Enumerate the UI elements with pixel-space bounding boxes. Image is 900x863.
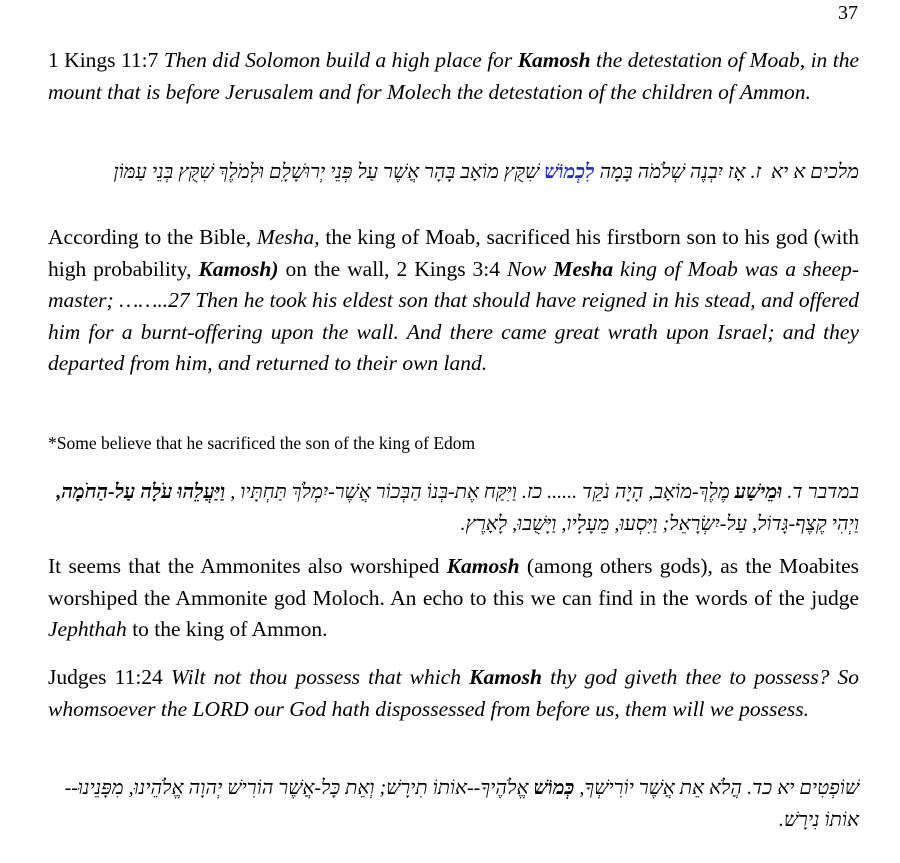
verse-ref: 1 Kings 11:7 <box>48 48 159 72</box>
hebrew-ref: מלכים א יא <box>771 161 859 183</box>
hebrew-text: כד. הֲלֹא אֵת אֲשֶׁר יוֹרִישְׁךָ, <box>579 777 773 799</box>
kamosh-name: Kamosh <box>517 48 591 72</box>
hebrew-1-kings-11-7 <box>48 157 859 189</box>
verse-text: king of Moab was a sheep-master; ……..27 Then he took his eldest son that should have reigned in his stead, and offered him for a burnt-offering upon the wall. And there came great wrath upon Israel; and they departed from him, and returned to their own land. <box>48 256 860 376</box>
paragraph-1-kings-11-7 <box>48 45 859 108</box>
hebrew-verse-number: ז. <box>750 161 762 183</box>
body-text: According to the Bible, <box>48 225 252 249</box>
kamosh-name: Kamosh <box>446 554 520 578</box>
body-text: , the king of Moab, sacrificed his firstborn son to his god (with high probability, <box>48 225 859 281</box>
hebrew-text: מֶלֶךְ-מוֹאָב, הָיָה נֹקֵד ...... כז. וַיִּקַּח אֶת-בְּנוֹ הַבְּכוֹר אֲשֶׁר-יִמְלֹךְ תַּחְתָּיו , <box>230 481 730 503</box>
hebrew-text: וַיְהִי קֶצֶף-גָּדוֹל, עַל-יִשְׂרָאֵל; וַיִּסְעוּ, מֵעָלָיו, וַיָּשֻׁבוּ, לָאָרֶץ. <box>460 512 859 535</box>
hebrew-text: אָז יִבְנֶה שְׁלֹמֹה בָּמָה <box>599 161 746 183</box>
mesha-name-bold: Mesha <box>553 256 614 281</box>
verse-text: Wilt not thou possess that which <box>170 665 462 689</box>
body-text: on the wall, 2 Kings 3:4 <box>285 256 500 281</box>
hebrew-ref: שׁוֹפְטִים יא <box>777 777 859 799</box>
mesha-name: Mesha <box>256 225 315 249</box>
hebrew-kamosh: לִכְמוֹשׁ <box>544 161 595 183</box>
hebrew-text: אֱלֹהֶיךָ--אוֹתוֹ תִירָשׁ; וְאֵת כָּל-אֲשֶׁר הוֹרִישׁ יְהוָה אֱלֹהֵינוּ, מִפָּנֵינוּ--אוֹתוֹ נִירָשׁ. <box>64 777 859 831</box>
hebrew-mesha: וּמֵישַׁע <box>734 481 783 503</box>
verse-text: Then did Solomon build a high place for <box>163 48 513 72</box>
hebrew-judges-11-24 <box>48 773 859 836</box>
verse-ref: Judges 11:24 <box>48 665 163 689</box>
kamosh-name: Kamosh) <box>198 256 279 281</box>
body-text: to the king of Ammon. <box>132 617 328 642</box>
verse-text: Now <box>506 256 547 281</box>
paragraph-judges-11-24 <box>48 662 859 725</box>
kamosh-name: Kamosh <box>469 665 542 689</box>
hebrew-kamosh: כְּמוֹשׁ <box>533 777 575 799</box>
jephthah-name: Jephthah <box>48 617 127 642</box>
hebrew-bold-text: וַיַּעֲלֵהוּ עֹלָה עַל-הַחֹמָה, <box>56 481 226 503</box>
paragraph-ammonites <box>48 551 859 646</box>
verse-text: the detestation of Moab, in the mount that is before Jerusalem and for Molech the detestation of the children of Ammon. <box>48 48 859 104</box>
hebrew-ref: במדבר ד. <box>787 481 859 503</box>
hebrew-text: שִׁקֻּץ מוֹאָב בָּהָר אֲשֶׁר עַל פְּנֵי יְרוּשָׁלִָם וּלְמֹלֶךְ שִׁקֻּץ בְּנֵי עַמּוֹן <box>113 161 540 183</box>
page-number: 37 <box>838 2 858 24</box>
footnote: *Some believe that he sacrificed the son of the king of Edom <box>48 433 476 453</box>
verse-text: thy god giveth thee to possess? So whomsoever the LORD our God hath dispossessed from before us, them will we possess. <box>48 665 859 721</box>
body-text: (among others gods), as the Moabites worshiped the Ammonite god Moloch. An echo to this we can find in the words of the judge <box>48 554 860 610</box>
paragraph-mesha-sacrifice <box>48 222 859 380</box>
hebrew-2-kings-3 <box>48 477 859 540</box>
body-text: It seems that the Ammonites also worshiped <box>48 554 440 578</box>
